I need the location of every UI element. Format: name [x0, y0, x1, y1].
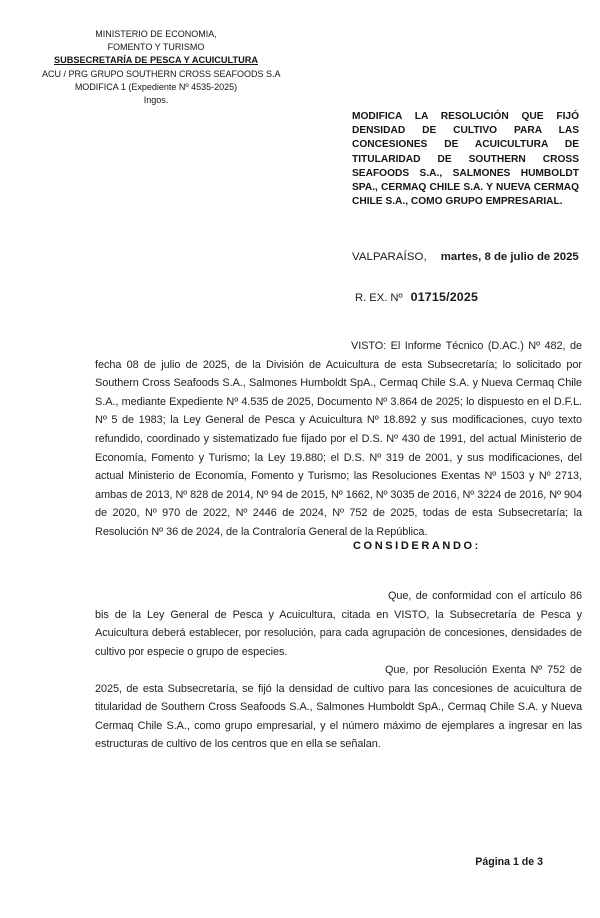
considerando-paragraph-2: Que, por Resolución Exenta Nº 752 de 2025, de esta Subsecretaría, se fijó la densidad de cultivo para las concesiones de acuicultura de titularidad de Southern Cross Seafoods S.A., Salmones Humboldt SpA., Cermaq Chile S.A. y Nueva Cermaq Chile S.A., como grupo empresarial, y el número máximo de ejemplares a ingresar en las estructuras de cultivo de los centros que en ella se señalan. — [95, 664, 582, 751]
unit-reference-line: ACU / PRG GRUPO SOUTHERN CROSS SEAFOODS S.A — [42, 68, 281, 79]
date-value: martes, 8 de julio de 2025 — [440, 251, 579, 263]
ministry-name-line2: FOMENTO Y TURISMO — [107, 42, 205, 53]
file-reference-line: MODIFICA 1 (Expediente Nº 4535-2025) — [74, 81, 238, 92]
resolution-number-label: R. EX. Nº — [355, 292, 403, 304]
visto-paragraph: VISTO: El Informe Técnico (D.AC.) Nº 482, de fecha 08 de julio de 2025, de la División de Acuicultura de esta Subsecretaría; lo solicitado por Southern Cross Seafoods S.A., Salmones Humboldt SpA., Cermaq Chile S.A. y Nueva Cermaq Chile S.A., mediante Expediente Nº 4.535 de 2025, Documento Nº 3.864 de 2025; lo dispuesto en el D.F.L. Nº 5 de 1983; la Ley General de Pesca y Acuicultura Nº 18.892 y sus modificaciones, cuyo texto refundido, coordinado y sistematizado fue fijado por el D.S. Nº 430 de 1991, del actual Ministerio de Economía, Fomento y Turismo; la Ley 19.880; el D.S. Nº 319 de 2001, y sus modificaciones, del actual Ministerio de Economía, Fomento y Turismo; las Resoluciones Exentas Nº 1503 y Nº 2713, ambas de 2013, Nº 828 de 2014, Nº 94 de 2015, Nº 1662, Nº 3035 de 2016, Nº 3224 de 2016, Nº 904 de 2020, Nº 970 de 2022, Nº 2446 de 2024, Nº 752 de 2025, todas de esta Subsecretaría; la Resolución Nº 36 de 2024, de la Contraloría General de la República. — [95, 340, 582, 538]
city-label: VALPARAÍSO, — [352, 251, 427, 263]
resolution-number-value: 01715/2025 — [410, 290, 479, 304]
letterhead — [42, 28, 281, 107]
initials-line: Ingos. — [143, 95, 169, 106]
place-date-line — [352, 251, 579, 263]
subsecretaria-name: SUBSECRETARÍA DE PESCA Y ACUICULTURA — [53, 55, 258, 66]
resolution-subject-title: MODIFICA LA RESOLUCIÓN QUE FIJÓ DENSIDAD DE CULTIVO PARA LAS CONCESIONES DE ACUICULTURA DE TITULARIDAD DE SOUTHERN CROSS SEAFOODS S.A., SALMONES HUMBOLDT SPA., CERMAQ CHILE S.A. Y NUEVA CERMAQ CHILE S.A., COMO GRUPO EMPRESARIAL. — [352, 111, 579, 208]
considerando-heading: CONSIDERANDO: — [353, 540, 481, 552]
page-number: Página 1 de 3 — [475, 856, 543, 868]
resolution-number-line — [355, 290, 478, 304]
considerando-paragraph-1: Que, de conformidad con el artículo 86 bis de la Ley General de Pesca y Acuicultura, citada en VISTO, la Subsecretaría de Pesca y Acuicultura deberá establecer, por resolución, para cada agrupación de concesiones, densidades de cultivo por especie o grupo de especies. — [95, 590, 582, 658]
ministry-name-line1: MINISTERIO DE ECONOMIA, — [95, 29, 217, 39]
